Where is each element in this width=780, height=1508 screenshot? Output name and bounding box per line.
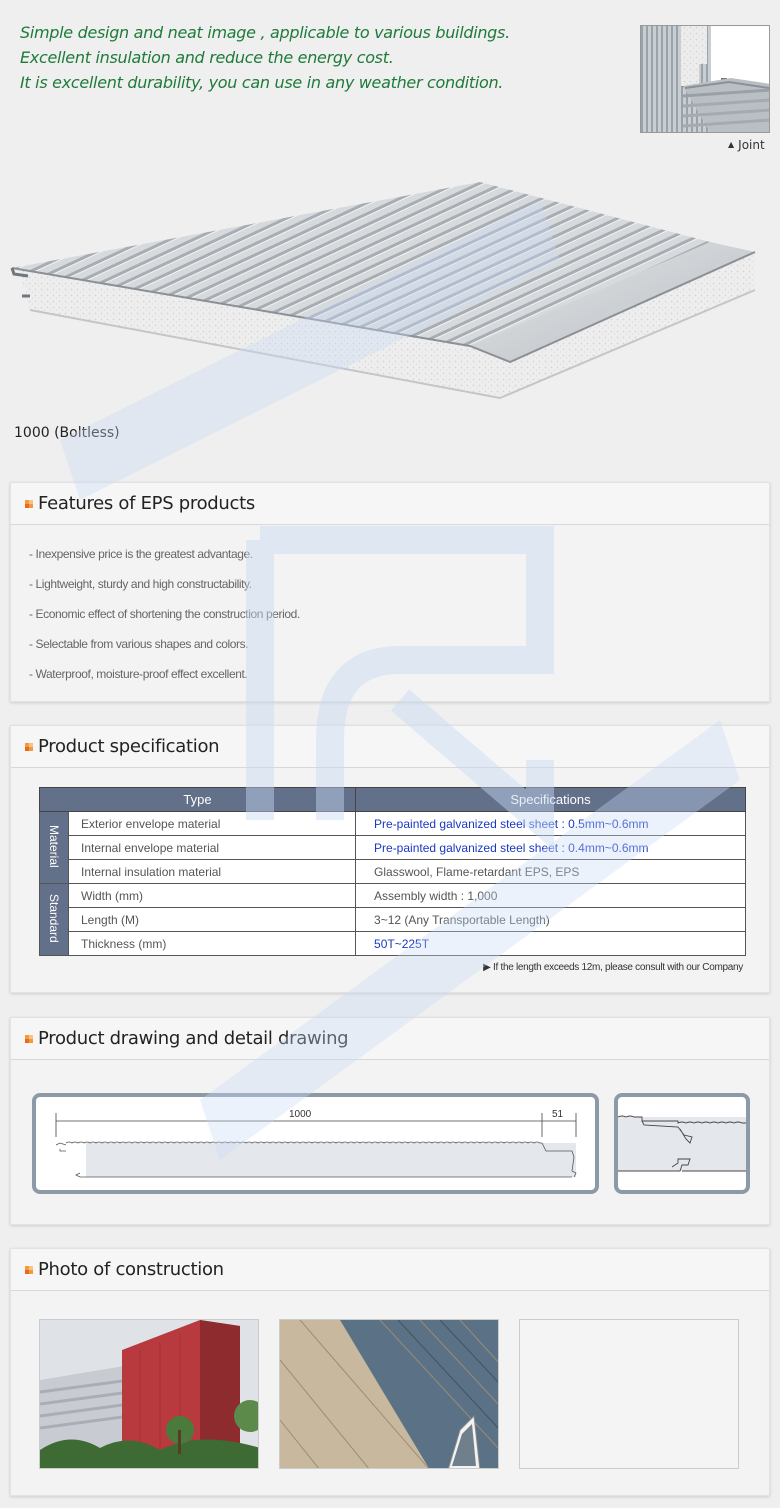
value-cell: 3~12 (Any Transportable Length) (356, 908, 746, 932)
specification-table (39, 787, 746, 956)
type-cell: Internal envelope material (69, 836, 356, 860)
photos-section (10, 1248, 770, 1496)
bullet-icon (25, 1266, 33, 1274)
value-cell: Glasswool, Flame-retardant EPS, EPS (356, 860, 746, 884)
model-label: 1000 (Boltless) (14, 425, 120, 441)
construction-photo-1 (39, 1319, 259, 1469)
dimension-joint: 51 (552, 1109, 564, 1120)
spec-note: ▶ If the length exceeds 12m, please consult with our Company (483, 962, 743, 973)
intro-line: It is excellent durability, you can use in any weather condition. (20, 73, 504, 92)
type-cell: Exterior envelope material (69, 812, 356, 836)
joint-caption (728, 138, 765, 152)
list-item: - Selectable from various shapes and colors. (29, 637, 249, 651)
section-title: Product drawing and detail drawing (38, 1028, 349, 1049)
group-label-material: Material (40, 812, 69, 884)
joint-caption-text: Joint (738, 138, 765, 152)
column-header-type: Type (40, 788, 356, 812)
table-row (40, 884, 746, 908)
value-cell: Pre-painted galvanized steel sheet : 0.4mm~0.6mm (356, 836, 746, 860)
list-item: - Lightweight, sturdy and high constructability. (29, 577, 252, 591)
specification-section (10, 725, 770, 993)
table-row (40, 812, 746, 836)
table-row (40, 860, 746, 884)
intro-line: Excellent insulation and reduce the energy cost. (20, 48, 394, 67)
type-cell: Thickness (mm) (69, 932, 356, 956)
column-header-specifications: Specifications (356, 788, 746, 812)
table-row (40, 932, 746, 956)
list-item: - Waterproof, moisture-proof effect excellent. (29, 667, 248, 681)
section-title: Features of EPS products (38, 493, 255, 514)
value-cell: Pre-painted galvanized steel sheet : 0.5mm~0.6mm (356, 812, 746, 836)
drawing-section (10, 1017, 770, 1225)
triangle-up-icon: ▲ (728, 140, 735, 149)
type-cell: Width (mm) (69, 884, 356, 908)
type-cell: Length (M) (69, 908, 356, 932)
list-item: - Economic effect of shortening the construction period. (29, 607, 300, 621)
section-header (11, 1249, 769, 1291)
detail-drawing (614, 1093, 750, 1194)
panel-illustration (10, 180, 770, 410)
section-title: Photo of construction (38, 1259, 224, 1280)
bullet-icon (25, 743, 33, 751)
joint-image (640, 25, 770, 133)
intro-text (20, 20, 620, 95)
table-row (40, 836, 746, 860)
dimension-width: 1000 (289, 1109, 312, 1120)
product-drawing (32, 1093, 599, 1194)
intro-line: Simple design and neat image , applicable to various buildings. (20, 23, 510, 42)
features-section (10, 482, 770, 702)
list-item: - Inexpensive price is the greatest advantage. (29, 547, 253, 561)
features-list (11, 525, 769, 695)
value-cell: Assembly width : 1,000 (356, 884, 746, 908)
bullet-icon (25, 1035, 33, 1043)
group-label-standard: Standard (40, 884, 69, 956)
section-header (11, 1018, 769, 1060)
value-cell: 50T~225T (356, 932, 746, 956)
section-header (11, 726, 769, 768)
section-title: Product specification (38, 736, 220, 757)
type-cell: Internal insulation material (69, 860, 356, 884)
construction-photo-3 (519, 1319, 739, 1469)
construction-photo-2 (279, 1319, 499, 1469)
section-header (11, 483, 769, 525)
bullet-icon (25, 500, 33, 508)
table-row (40, 908, 746, 932)
